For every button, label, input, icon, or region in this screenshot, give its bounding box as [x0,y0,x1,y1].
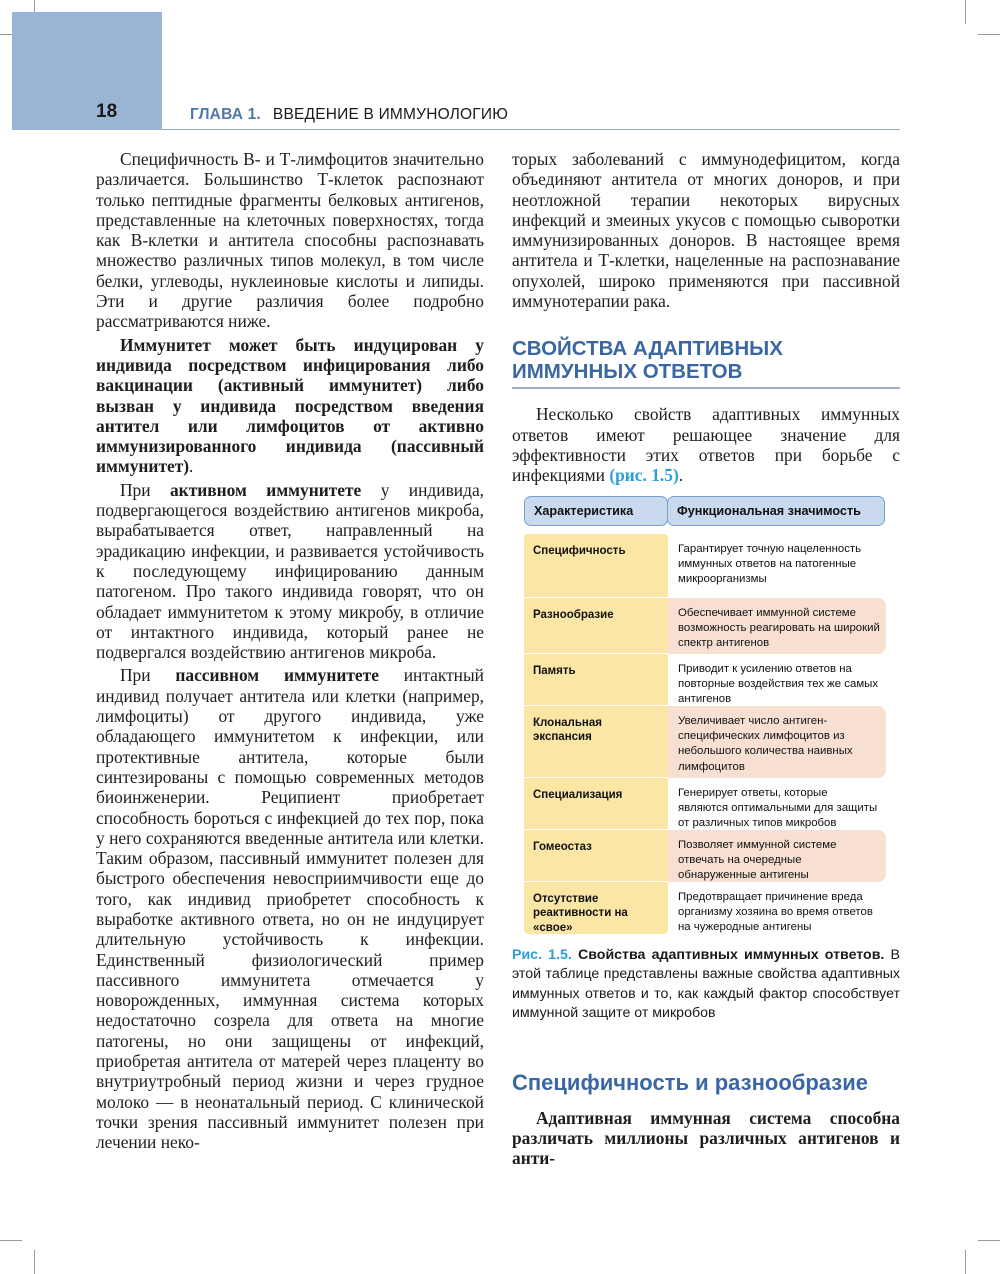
paragraph-immunity-summary [96,335,484,477]
crop-mark [965,1250,966,1274]
chapter-label: ГЛАВА 1. [190,106,261,123]
paragraph-active-immunity [96,480,484,663]
caption-text: В этой таблице представлены важные свойства адаптивных иммунных ответов и то, как каждый фактор способствует иммунной защите от микробов [512,946,900,1022]
paragraph-specificity: Специфичность В- и Т-лимфоцитов значительно различается. Большинство Т-клеток распознают только пептидные фрагменты белковых антигенов, представленные на клеточных поверхностях, тогда как В-клетки и антитела способны распознавать множество различных типов молекул, в том числе белки, углеводы, нуклеиновые кислоты и липиды. Эти и другие различия более подробно рассматриваются ниже. [96,149,484,332]
feature-cell: Гомеостаз [524,830,668,882]
paragraph-properties-intro [512,404,900,485]
significance-cell: Увеличивает число антиген-специфических лимфоцитов из небольшого количества наивных лимфоцитов [668,706,886,778]
section-heading-line: ИММУННЫХ ОТВЕТОВ [512,360,743,384]
significance-cell: Генерирует ответы, которые являются оптимальными для защиты от различных типов микробов [678,786,878,830]
figure-reference-link[interactable]: (рис. 1.5) [609,465,679,486]
caption-title: Свойства адаптивных иммунных ответов. [578,946,885,963]
feature-cell: Отсутствие реактивности на «свое» [533,892,628,934]
significance-cell: Гарантирует точную нацеленность иммунных ответов на патогенные микроорганизмы [678,542,862,586]
header-functional-significance: Функциональная значимость [667,496,885,526]
crop-mark [0,1240,22,1241]
feature-column [524,534,668,934]
significance-cell: Предотвращает причинение вреда организму хозяина во время ответов на чужеродные антигены [678,890,873,934]
text-run: При [120,665,176,686]
text-run: При [120,479,170,500]
subsection-heading-specificity-diversity: Специфичность и разнообразие [512,1069,868,1095]
page-number: 18 [96,101,118,122]
text-run: Несколько свойств адаптивных иммунных ответов имеют решающее значение для эффективности этих ответов при борьбе с инфекциями [512,404,900,486]
feature-cell: Специализация [524,778,668,830]
paragraph-adaptive-distinguish [512,1108,900,1169]
text-run: интактный индивид получает антитела или клетки (например, лимфоциты) от другого индивида, уже обладающего иммунитетом к инфекции, или протективные антитела, которые были синтезированы с помощью современных методов биоинженерии. Реципиент приобретает способность бороться с инфекцией до тех пор, пока у него сохраняются введенные антитела или клетки. Таким образом, пассивный иммунитет полезен для быстрого обеспечения невосприимчивости еще до того, как индивид приобретет способность к выработке активного ответа, но он не индуцирует длительную устойчивость к инфекции. Единственный физиологический пример пассивного иммунитета отмечается у новорожденных, иммунная система которых недостаточно созрела для ответа на многие патогены, но они защищены от инфекций, приобретая антитела от матерей через плаценту во внутриутробный период жизни и через грудное молоко — в неонатальный период. С клинической точки зрения пассивный иммунитет полезен при лечении неко- [96,665,484,1153]
period: . [678,465,684,486]
crop-mark [34,1250,35,1274]
right-column [512,149,900,1168]
crop-mark [978,34,1000,35]
significance-cell: Позволяет иммунной системе отвечать на очередные обнаруженные антигены [668,830,886,882]
section-heading-line: СВОЙСТВА АДАПТИВНЫХ [512,337,783,361]
header-characteristic: Характеристика [524,496,668,526]
term-passive-immunity: пассивном иммунитете [175,665,379,686]
term-active-immunity: активном иммунитете [169,479,362,500]
period: . [189,456,194,477]
feature-cell: Разнообразие [524,598,668,654]
page-corner-tab [12,12,162,130]
crop-mark [978,1240,1000,1241]
crop-mark [0,34,12,35]
left-column [96,149,484,1153]
section-heading-adaptive-properties [512,337,900,389]
feature-cell: Специфичность [524,534,668,598]
text-run: у индивида, подвергающегося воздействию антигенов микроба, вырабатывается ответ, направленный на эрадикацию инфекции, и развивается устойчивость к последующему инфицированию данным патогеном. Про такого индивида говорят, что он обладает иммунитетом к этому микробу, в отличие от интактного индивида, который ранее не подвергался воздействию антигенов микроба. [96,479,485,663]
figure-caption [512,946,900,1024]
figure-1-5-table [524,496,886,934]
header-rule [162,129,900,130]
feature-cell: Память [524,654,668,706]
immunity-summary-bold: Иммунитет может быть индуцирован у индивида посредством инфицирования либо вакцинации (активный иммунитет) либо вызван у индивида посредством введения антител или лимфоцитов от активно иммунизированного индивида (пассивный иммунитет) [96,334,484,477]
running-header [190,106,508,124]
significance-cell: Обеспечивает иммунной системе возможность реагировать на широкий спектр антигенов [668,598,886,654]
crop-mark [965,0,966,24]
crop-mark [34,0,35,12]
significance-cell: Приводит к усилению ответов на повторные воздействия тех же самых антигенов [678,662,879,706]
paragraph-continued: торых заболеваний с иммунодефицитом, когда объединяют антитела от многих доноров, и при неотложной терапии некоторых вирусных инфекций и змеиных укусов с помощью сыворотки иммунизированных доноров. В настоящее время антитела и Т-клетки, нацеленные на распознавание опухолей, широко применяются при пассивной иммунотерапии рака. [512,149,900,312]
feature-cell: Клональная экспансия [524,706,668,778]
paragraph-passive-immunity [96,665,484,1152]
chapter-title: ВВЕДЕНИЕ В ИММУНОЛОГИЮ [272,106,509,123]
table-body [524,534,886,934]
significance-column [668,534,886,934]
caption-label: Рис. 1.5. [512,946,572,963]
bold-text: Адаптивная иммунная система способна различать миллионы различных антигенов и анти- [512,1107,900,1169]
table-header [524,496,886,526]
